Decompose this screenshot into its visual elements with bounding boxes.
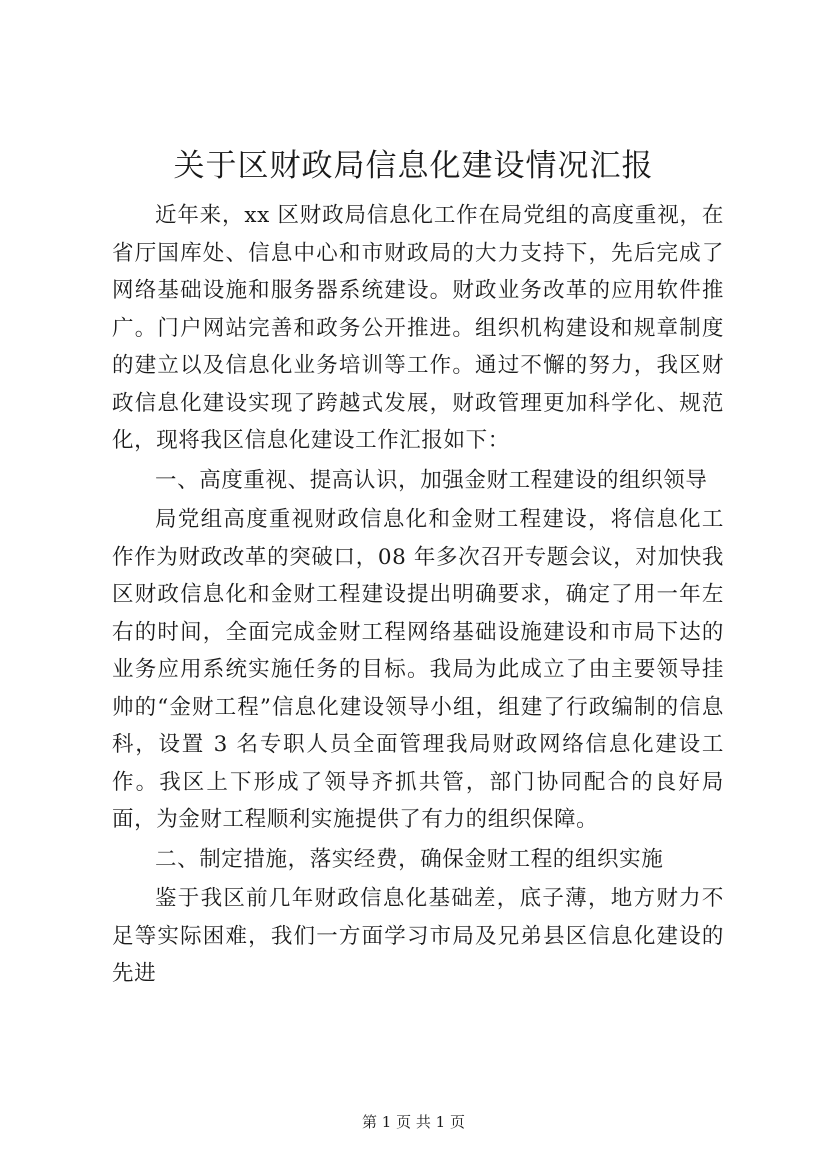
section-2-paragraph: 鉴于我区前几年财政信息化基础差，底子薄，地方财力不足等实际困难，我们一方面学习市局及兄弟县区信息化建设的先进 [112,886,724,986]
document-body [112,197,724,993]
section-heading-2: 二、制定措施，落实经费，确保金财工程的组织实施 [155,846,664,872]
section-1-paragraph: 局党组高度重视财政信息化和金财工程建设，将信息化工作作为财政改革的突破口，08 年多次召开专题会议，对加快我区财政信息化和金财工程建设提出明确要求，确定了用一年左右的时间，全面完成金财工程网络基础设施建设和市局下达的业务应用系统实施任务的目标。我局为此成立了由主要领导挂帅的“金财工程”信息化建设领导小组，组建了行政编制的信息科，设置 3 名专职人员全面管理我局财政网络信息化建设工作。我区上下形成了领导齐抓共管，部门协同配合的良好局面，为金财工程顺利实施提供了有力的组织保障。 [112,507,724,832]
document-title: 关于区财政局信息化建设情况汇报 [173,148,654,184]
section-heading-1: 一、高度重视、提高认识，加强金财工程建设的组织领导 [155,467,708,493]
page-footer: 第 1 页 共 1 页 [362,1113,465,1131]
intro-paragraph: 近年来，xx 区财政局信息化工作在局党组的高度重视，在省厅国库处、信息中心和市财政局的大力支持下，先后完成了网络基础设施和服务器系统建设。财政业务改革的应用软件推广。门户网站完善和政务公开推进。组织机构建设和规章制度的建立以及信息化业务培训等工作。通过不懈的努力，我区财政信息化建设实现了跨越式发展，财政管理更加科学化、规范化，现将我区信息化建设工作汇报如下： [112,203,724,453]
